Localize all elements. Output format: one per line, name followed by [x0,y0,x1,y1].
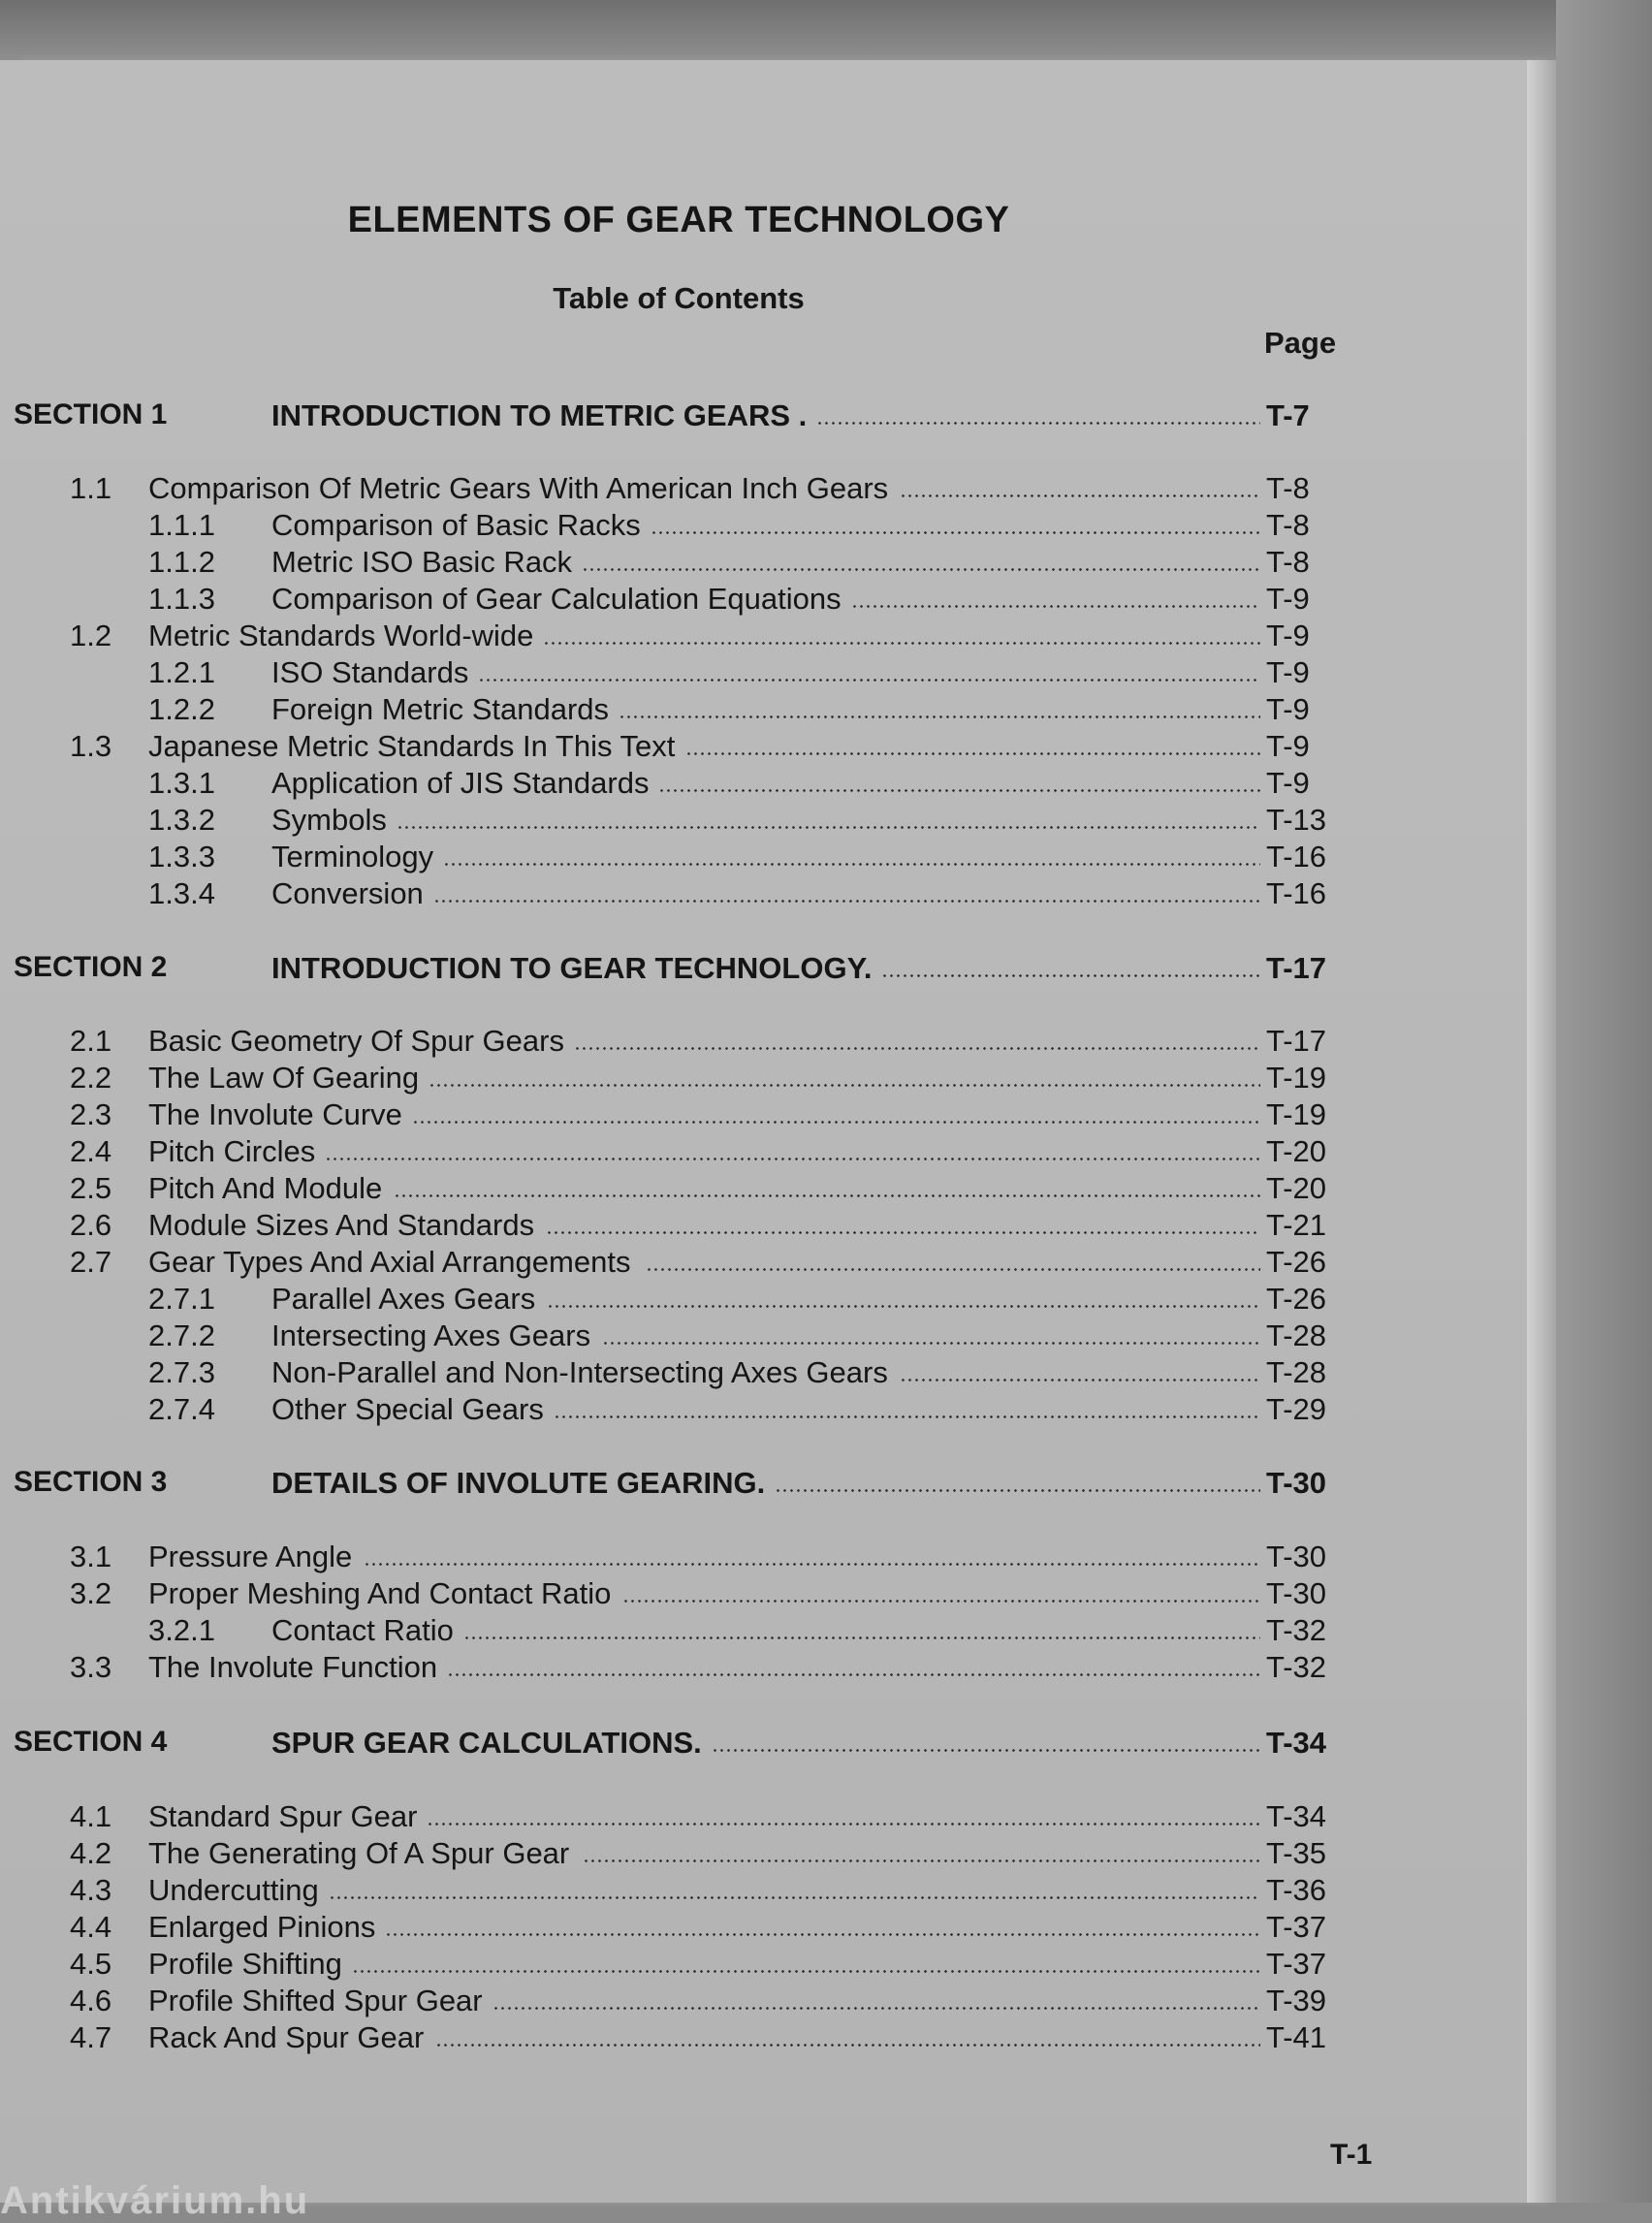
entry-page-number: T-34 [1266,1799,1327,1833]
entry-number: 2.6 [70,1208,112,1242]
dot-leader [546,1231,1260,1234]
entry-label: Other Special Gears [271,1392,544,1426]
toc-entry-row[interactable] [0,1873,1377,1908]
entry-page-number: T-30 [1266,1466,1327,1500]
entry-label: INTRODUCTION TO METRIC GEARS . [271,398,808,432]
toc-section-row[interactable] [0,951,1377,986]
entry-label: Rack And Spur Gear [148,2020,425,2054]
entry-label: Foreign Metric Standards [271,692,610,726]
background-top [0,0,1556,60]
toc-entry-row[interactable] [0,545,1377,580]
dot-leader [775,1489,1260,1492]
dot-leader [816,422,1260,425]
toc-entry-row[interactable] [0,876,1377,911]
dot-leader [658,789,1260,792]
entry-page-number: T-37 [1266,1947,1327,1981]
dot-leader [900,1379,1260,1381]
entry-number: 2.1 [70,1024,112,1058]
dot-leader [478,679,1260,682]
background-right [1556,0,1652,2203]
entry-page-number: T-16 [1266,840,1327,873]
entry-page-number: T-32 [1266,1650,1327,1684]
dot-leader [364,1563,1260,1566]
entry-label: Enlarged Pinions [148,1910,376,1944]
toc-entry-row[interactable] [0,1984,1377,2018]
entry-number: 4.4 [70,1910,112,1944]
entry-label: Undercutting [148,1873,319,1907]
entry-number: 1.1 [70,471,112,505]
entry-label: Pitch And Module [148,1171,383,1205]
dot-leader [329,1896,1260,1899]
entry-label: The Involute Curve [148,1097,402,1131]
dot-leader [443,863,1260,866]
toc-entry-row[interactable] [0,692,1377,727]
document-title: ELEMENTS OF GEAR TECHNOLOGY [347,200,1010,240]
entry-label: SPUR GEAR CALCULATIONS. [271,1726,702,1760]
entry-page-number: T-8 [1266,508,1310,542]
entry-page-number: T-39 [1266,1984,1327,2017]
entry-page-number: T-9 [1266,655,1310,689]
entry-page-number: T-30 [1266,1540,1327,1573]
entry-label: Pressure Angle [148,1540,353,1573]
dot-leader [646,1268,1260,1271]
toc-entry-row[interactable] [0,1650,1377,1685]
entry-number: 1.2.2 [148,692,215,726]
toc-entry-row[interactable] [0,1836,1377,1871]
entry-label: Parallel Axes Gears [271,1282,536,1316]
section-number: SECTION 4 [14,1726,168,1758]
entry-page-number: T-17 [1266,1024,1327,1058]
entry-label: The Generating Of A Spur Gear [148,1836,570,1870]
entry-page-number: T-36 [1266,1873,1327,1907]
entry-page-number: T-19 [1266,1097,1327,1131]
entry-page-number: T-9 [1266,729,1310,763]
dot-leader [851,605,1260,608]
dot-leader [397,826,1260,829]
entry-number: 4.3 [70,1873,112,1907]
entry-label: Pitch Circles [148,1134,316,1168]
entry-page-number: T-20 [1266,1134,1327,1168]
dot-leader [352,1970,1260,1973]
entry-label: Intersecting Axes Gears [271,1318,591,1352]
dot-leader [651,531,1260,534]
entry-page-number: T-30 [1266,1576,1327,1610]
toc-entry-row[interactable] [0,582,1377,617]
dot-leader [582,568,1260,571]
entry-page-number: T-8 [1266,471,1310,505]
toc-entry-row[interactable] [0,2020,1377,2055]
dot-leader [492,2007,1260,2010]
entry-label: Comparison of Basic Racks [271,508,641,542]
entry-number: 3.2.1 [148,1613,215,1647]
footer-page-number: T-1 [1330,2139,1373,2171]
entry-label: Standard Spur Gear [148,1799,418,1833]
toc-entry-row[interactable] [0,1282,1377,1317]
entry-label: Comparison of Gear Calculation Equations [271,582,842,616]
entry-page-number: T-37 [1266,1910,1327,1944]
entry-page-number: T-9 [1266,619,1310,652]
entry-label: INTRODUCTION TO GEAR TECHNOLOGY. [271,951,873,985]
entry-label: ISO Standards [271,655,469,689]
toc-entry-row[interactable] [0,508,1377,543]
entry-label: Proper Meshing And Contact Ratio [148,1576,612,1610]
page-column-header: Page [1264,326,1337,360]
dot-leader [435,2044,1260,2047]
dot-leader [325,1158,1260,1160]
toc-entry-row[interactable] [0,619,1377,653]
entry-number: 4.2 [70,1836,112,1870]
entry-page-number: T-26 [1266,1282,1327,1316]
entry-label: The Law Of Gearing [148,1061,420,1095]
section-number: SECTION 1 [14,398,168,430]
entry-number: 1.3 [70,729,112,763]
entry-number: 2.4 [70,1134,112,1168]
page-edge [1527,60,1556,2203]
toc-entry-row[interactable] [0,1910,1377,1945]
dot-leader [622,1600,1260,1603]
dot-leader [583,1859,1260,1862]
entry-number: 2.7.3 [148,1355,215,1389]
toc-entry-row[interactable] [0,1613,1377,1648]
entry-number: 3.2 [70,1576,112,1610]
entry-page-number: T-41 [1266,2020,1327,2054]
entry-label: Module Sizes And Standards [148,1208,535,1242]
entry-page-number: T-9 [1266,692,1310,726]
entry-page-number: T-13 [1266,803,1327,837]
entry-number: 1.3.2 [148,803,215,837]
toc-entry-row[interactable] [0,1061,1377,1096]
entry-page-number: T-19 [1266,1061,1327,1095]
entry-page-number: T-32 [1266,1613,1327,1647]
entry-number: 2.7.2 [148,1318,215,1352]
entry-number: 4.1 [70,1799,112,1833]
entry-label: Non-Parallel and Non-Intersecting Axes Gears [271,1355,888,1389]
toc-entry-row[interactable] [0,1024,1377,1059]
toc-entry-row[interactable] [0,1947,1377,1982]
entry-number: 1.1.2 [148,545,215,579]
entry-label: Profile Shifting [148,1947,342,1981]
entry-label: Application of JIS Standards [271,766,650,800]
entry-page-number: T-26 [1266,1245,1327,1279]
dot-leader [619,715,1260,718]
entry-page-number: T-34 [1266,1726,1327,1760]
entry-number: 4.5 [70,1947,112,1981]
entry-page-number: T-8 [1266,545,1310,579]
entry-number: 1.2.1 [148,655,215,689]
entry-label: Japanese Metric Standards In This Text [148,729,676,763]
entry-number: 1.3.4 [148,876,215,910]
dot-leader [394,1194,1260,1197]
entry-page-number: T-28 [1266,1318,1327,1352]
entry-number: 3.1 [70,1540,112,1573]
entry-number: 1.1.1 [148,508,215,542]
entry-label: Metric Standards World-wide [148,619,534,652]
entry-page-number: T-28 [1266,1355,1327,1389]
entry-page-number: T-7 [1266,398,1310,432]
dot-leader [447,1673,1260,1676]
section-number: SECTION 2 [14,951,168,983]
dot-leader [385,1933,1260,1936]
entry-label: Metric ISO Basic Rack [271,545,573,579]
entry-number: 2.2 [70,1061,112,1095]
entry-page-number: T-29 [1266,1392,1327,1426]
toc-entry-row[interactable] [0,803,1377,838]
entry-number: 2.7.1 [148,1282,215,1316]
entry-page-number: T-9 [1266,766,1310,800]
dot-leader [412,1121,1260,1124]
dot-leader [547,1305,1260,1308]
toc-entry-row[interactable] [0,1392,1377,1427]
toc-entry-row[interactable] [0,1355,1377,1390]
entry-number: 2.5 [70,1171,112,1205]
toc-entry-row[interactable] [0,1799,1377,1834]
entry-number: 2.7.4 [148,1392,215,1426]
entry-page-number: T-9 [1266,582,1310,616]
entry-label: Gear Types And Axial Arrangements [148,1245,631,1279]
dot-leader [433,900,1260,903]
dot-leader [881,974,1260,977]
toc-section-row[interactable] [0,1726,1377,1761]
dot-leader [554,1415,1260,1418]
toc-entry-row[interactable] [0,729,1377,764]
toc-entry-row[interactable] [0,1318,1377,1353]
entry-page-number: T-16 [1266,876,1327,910]
toc-entry-row[interactable] [0,471,1377,506]
entry-number: 1.3.3 [148,840,215,873]
entry-label: Terminology [271,840,434,873]
toc-entry-row[interactable] [0,1245,1377,1280]
entry-label: Conversion [271,876,424,910]
entry-number: 1.1.3 [148,582,215,616]
toc-entry-row[interactable] [0,1097,1377,1132]
watermark: Antikvárium.hu [0,2179,310,2222]
entry-number: 4.7 [70,2020,112,2054]
entry-number: 3.3 [70,1650,112,1684]
dot-leader [463,1636,1260,1639]
dot-leader [427,1823,1260,1826]
toc-entry-row[interactable] [0,1134,1377,1169]
entry-number: 4.6 [70,1984,112,2017]
toc-entry-row[interactable] [0,1576,1377,1611]
entry-label: Profile Shifted Spur Gear [148,1984,483,2017]
toc-entry-row[interactable] [0,840,1377,874]
toc-section-row[interactable] [0,1466,1377,1501]
toc-heading: Table of Contents [553,281,805,315]
toc-entry-row[interactable] [0,766,1377,801]
dot-leader [543,642,1260,645]
entry-label: Comparison Of Metric Gears With American Inch Gears [148,471,889,505]
toc-entry-row[interactable] [0,1171,1377,1206]
entry-label: The Involute Function [148,1650,438,1684]
dot-leader [685,752,1260,755]
toc-entry-row[interactable] [0,1208,1377,1243]
entry-label: Symbols [271,803,387,837]
dot-leader [712,1749,1260,1752]
entry-page-number: T-35 [1266,1836,1327,1870]
section-number: SECTION 3 [14,1466,168,1498]
entry-label: Contact Ratio [271,1613,454,1647]
dot-leader [429,1084,1260,1087]
entry-number: 2.3 [70,1097,112,1131]
toc-entry-row[interactable] [0,1540,1377,1574]
toc-entry-row[interactable] [0,655,1377,690]
entry-number: 1.2 [70,619,112,652]
entry-page-number: T-20 [1266,1171,1327,1205]
entry-label: DETAILS OF INVOLUTE GEARING. [271,1466,766,1500]
entry-number: 2.7 [70,1245,112,1279]
entry-number: 1.3.1 [148,766,215,800]
entry-page-number: T-21 [1266,1208,1327,1242]
dot-leader [602,1342,1260,1345]
entry-label: Basic Geometry Of Spur Gears [148,1024,564,1058]
toc-section-row[interactable] [0,398,1377,433]
dot-leader [574,1047,1260,1050]
dot-leader [900,494,1260,497]
entry-page-number: T-17 [1266,951,1327,985]
